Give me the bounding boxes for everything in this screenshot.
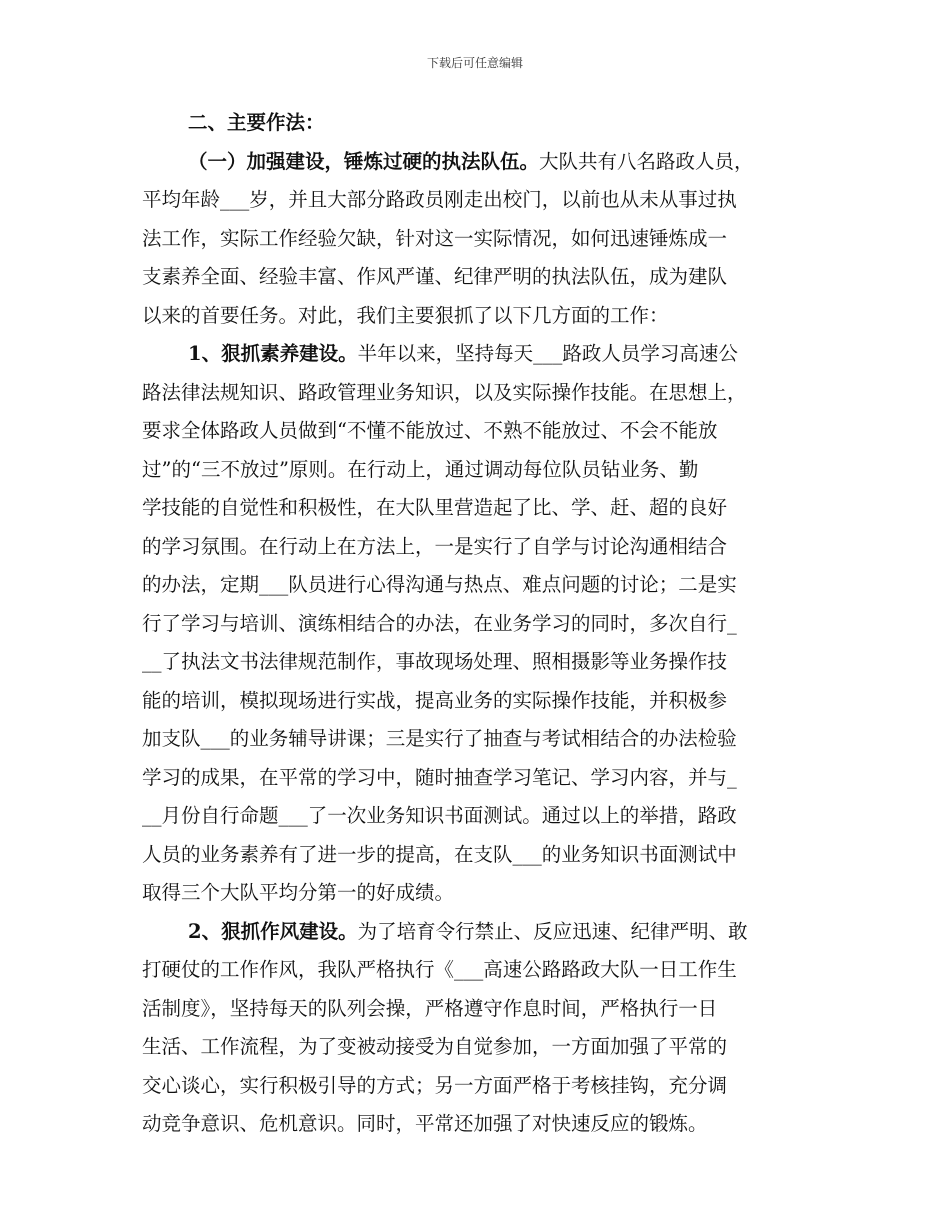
paragraph-line: 能的培训，模拟现场进行实战，提高业务的实际操作技能，并积极参 — [142, 688, 728, 712]
paragraph-line — [142, 335, 810, 374]
paragraph-heading: 2、狠抓作风建设。 — [188, 919, 358, 943]
paragraph-line: 学习的成果，在平常的学习中，随时抽查学习笔记、学习内容，并与_ — [142, 765, 737, 789]
paragraph-line: 行了学习与培训、演练相结合的办法，在业务学习的同时，多次自行_ — [142, 611, 737, 635]
paragraph-line: 平均年龄___岁，并且大部分路政员刚走出校门，以前也从未从事过执 — [142, 188, 737, 211]
paragraph-line: 的学习氛围。在行动上在方法上，一是实行了自学与讨论沟通相结合 — [142, 534, 728, 558]
paragraph-line: 打硬仗的工作作风，我队严格执行《___高速公路路政大队一日工作生 — [142, 958, 737, 981]
paragraph-line: 取得三个大队平均分第一的好成绩。 — [142, 881, 455, 904]
paragraph-line: 动竞争意识、危机意识。同时，平常还加强了对快速反应的锻炼。 — [142, 1112, 708, 1135]
paragraph-line — [142, 143, 810, 182]
paragraph-line: __了执法文书法律规范制作，事故现场处理、照相摄影等业务操作技 — [142, 650, 728, 673]
paragraph-line: 交心谈心，实行积极引导的方式；另一方面严格于考核挂钩，充分调 — [142, 1073, 728, 1097]
paragraph-line — [142, 913, 810, 952]
paragraph-line: 法工作，实际工作经验欠缺，针对这一实际情况，如何迅速锤炼成一 — [142, 226, 728, 250]
paragraph-line: 学技能的自觉性和积极性，在大队里营造起了比、学、赶、超的良好 — [142, 496, 728, 519]
paragraph-line: 生活、工作流程，为了变被动接受为自觉参加，一方面加强了平常的 — [142, 1035, 728, 1058]
paragraph-line: 要求全体路政人员做到“不懂不能放过、不熟不能放过、不会不能放 — [142, 419, 718, 442]
paragraph-line: 路法律法规知识、路政管理业务知识，以及实际操作技能。在思想上， — [142, 380, 747, 404]
document-body — [142, 104, 810, 1144]
paragraph-text: 大队共有八名路政人员， — [539, 149, 754, 173]
paragraph-heading: 1、狠抓素养建设。 — [188, 342, 358, 365]
paragraph-line: __月份自行命题___了一次业务知识书面测试。通过以上的举措，路政 — [142, 804, 737, 827]
page-header: 下载后可任意编辑 — [426, 56, 523, 70]
paragraph-line: 过”的“三不放过”原则。在行动上，通过调动每位队员钻业务、勤 — [142, 457, 699, 481]
paragraph-text: 半年以来，坚持每天___路政人员学习高速公 — [357, 342, 738, 365]
paragraph-line: 支素养全面、经验丰富、作风严谨、纪律严明的执法队伍，成为建队 — [142, 265, 728, 288]
paragraph-line: 以来的首要任务。对此，我们主要狠抓了以下几方面的工作： — [142, 303, 669, 327]
paragraph-line: 人员的业务素养有了进一步的提高，在支队___的业务知识书面测试中 — [142, 842, 737, 866]
paragraph-line: 的办法，定期___队员进行心得沟通与热点、难点问题的讨论；二是实 — [142, 573, 737, 596]
paragraph-text: 为了培育令行禁止、反应迅速、纪律严明、敢 — [357, 919, 748, 943]
paragraph-heading: （一）加强建设，锤炼过硬的执法队伍。 — [188, 149, 540, 173]
section-heading: 二、主要作法： — [188, 111, 325, 134]
paragraph-line: 加支队___的业务辅导讲课；三是实行了抽查与考试相结合的办法检验 — [142, 727, 737, 750]
paragraph-line: 活制度》，坚持每天的队列会操，严格遵守作息时间，严格执行一日 — [142, 996, 718, 1020]
